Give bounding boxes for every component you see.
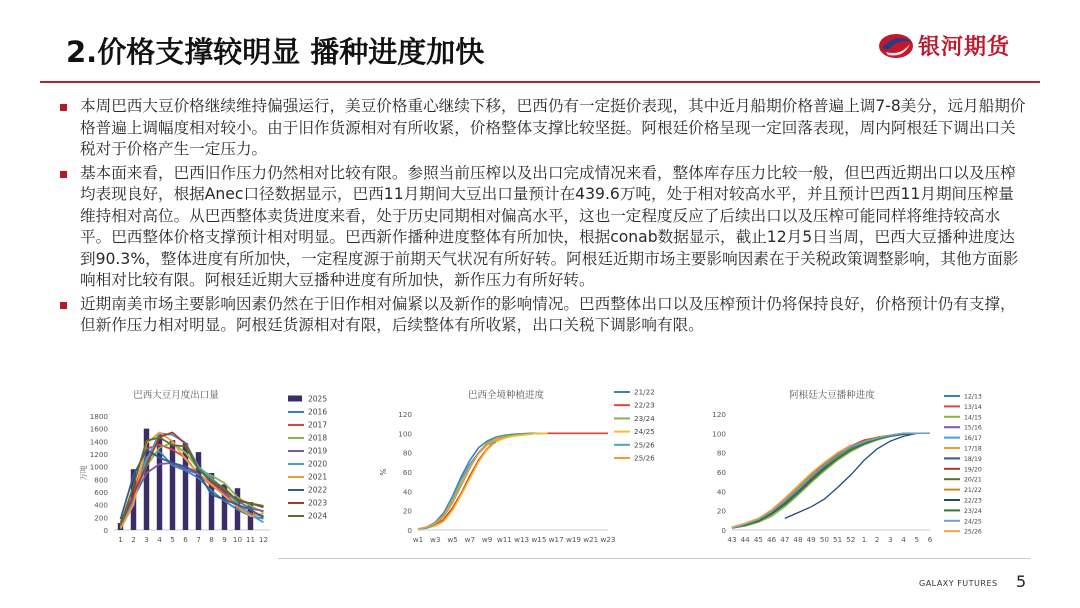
y-tick-label: 80: [402, 448, 412, 458]
x-tick-label: 8: [209, 535, 214, 544]
y-tick-label: 120: [398, 410, 412, 419]
x-tick-label: w11: [496, 535, 512, 544]
x-tick-label: 7: [196, 535, 201, 544]
chart-title: 巴西大豆月度出口量: [133, 390, 219, 401]
x-tick-label: 48: [793, 535, 803, 544]
x-tick-label: 12: [258, 535, 269, 544]
legend-label: 24/25: [964, 518, 982, 526]
y-tick-label: 100: [712, 429, 726, 439]
bar: [170, 440, 175, 530]
bullet-item: [58, 96, 1028, 161]
series-line: [732, 433, 930, 527]
x-tick-label: 5: [170, 535, 175, 544]
x-tick-label: 10: [232, 535, 243, 544]
legend-label: 12/13: [964, 393, 982, 401]
y-tick-label: 600: [94, 488, 108, 497]
y-tick-label: 0: [721, 526, 726, 535]
legend-label: 25/26: [634, 453, 655, 463]
x-tick-label: w3: [430, 535, 441, 544]
y-tick-label: 0: [407, 526, 412, 535]
x-tick-label: 49: [806, 535, 816, 544]
chart-brazil-planting-progress: [370, 380, 670, 552]
x-tick-label: 45: [753, 535, 763, 544]
legend-label: 15/16: [964, 424, 982, 432]
x-tick-label: 9: [222, 535, 227, 544]
legend-label: 2018: [308, 433, 328, 443]
x-tick-label: w17: [548, 535, 564, 544]
x-tick-label: 50: [819, 535, 829, 544]
x-tick-label: 6: [183, 535, 188, 544]
series-line: [732, 433, 930, 527]
x-tick-label: w1: [412, 535, 424, 544]
bullet-square-icon: [60, 104, 67, 111]
legend-label: 25/26: [964, 528, 982, 536]
y-tick-label: 20: [402, 506, 412, 516]
x-tick-label: 4: [901, 535, 906, 544]
legend-label: 16/17: [964, 435, 982, 443]
legend-label: 17/18: [964, 445, 982, 453]
series-line: [732, 433, 930, 527]
page-title: 2.价格支撑较明显 播种进度加快: [66, 35, 485, 69]
legend-label: 23/24: [964, 507, 982, 515]
y-tick-label: 800: [94, 475, 108, 485]
chart-title: 巴西全境种植进度: [467, 390, 545, 401]
y-tick-label: 200: [94, 513, 108, 523]
series-line: [418, 433, 608, 529]
legend-label: 21/22: [634, 387, 655, 397]
y-tick-label: 1400: [89, 437, 108, 447]
y-tick-label: 40: [716, 487, 726, 497]
legend-label: 19/20: [964, 466, 982, 474]
x-tick-label: w13: [514, 535, 530, 544]
x-tick-label: 1: [861, 535, 867, 544]
bullet-text: 本周巴西大豆价格继续维持偏强运行，美豆价格重心继续下移，巴西仍有一定挺价表现，其中近月船期价格普遍上调7-8美分，远月船期价格普遍上调幅度相对较小。由于旧作货源相对有所收紧，价格整体支撑比较坚挺。阿根廷价格呈现一定回落表现，周内阿根廷下调出口关税对于价格产生一定压力。: [80, 97, 1026, 158]
x-tick-label: 52: [846, 535, 856, 544]
legend-label: 25/26: [634, 440, 655, 450]
galaxy-logo-icon: [879, 34, 913, 58]
x-tick-label: 44: [740, 535, 750, 544]
footer-divider: [278, 558, 1030, 559]
x-tick-label: 4: [157, 535, 162, 544]
x-tick-label: w23: [600, 535, 616, 544]
x-tick-label: w5: [447, 535, 458, 544]
x-tick-label: 3: [144, 535, 149, 544]
legend-label: 2022: [308, 485, 328, 495]
series-line: [732, 433, 930, 527]
bullet-item: [58, 163, 1028, 292]
legend-label: 21/22: [964, 487, 982, 495]
x-tick-label: w15: [531, 535, 547, 544]
y-tick-label: 1600: [89, 424, 108, 434]
x-tick-label: w9: [481, 535, 493, 544]
x-tick-label: w7: [464, 535, 476, 544]
y-tick-label: 100: [398, 429, 412, 439]
x-tick-label: w21: [583, 535, 599, 544]
y-tick-label: 60: [716, 468, 726, 477]
y-tick-label: 1800: [89, 412, 108, 421]
chart-brazil-monthly-exports: [78, 380, 340, 552]
legend-label: 2016: [308, 407, 328, 417]
legend-label: 2025: [308, 394, 328, 404]
chart-title: 阿根廷大豆播种进度: [789, 390, 875, 401]
legend-swatch: [288, 396, 302, 402]
x-tick-label: 5: [914, 535, 920, 544]
legend-label: 22/23: [634, 400, 655, 410]
x-tick-label: 43: [727, 535, 737, 544]
y-tick-label: 1000: [89, 462, 108, 472]
legend-label: 22/23: [964, 497, 982, 505]
series-line: [732, 433, 930, 528]
y-tick-label: 1200: [89, 450, 108, 459]
y-tick-label: 120: [712, 410, 726, 419]
bullet-list: [58, 96, 1028, 339]
legend-label: 2021: [308, 472, 328, 482]
legend-label: 18/19: [964, 455, 982, 463]
logo-text: 银河期货: [918, 35, 1011, 60]
series-line: [418, 437, 504, 529]
x-tick-label: 46: [767, 535, 777, 544]
legend-label: 24/25: [634, 427, 655, 437]
series-line: [732, 433, 930, 528]
chart-argentina-planting-progress: [700, 380, 1000, 552]
x-tick-label: 2: [874, 535, 880, 544]
x-tick-label: 47: [780, 535, 790, 544]
y-tick-label: 20: [716, 506, 726, 516]
x-tick-label: 3: [888, 535, 893, 544]
series-line: [732, 433, 930, 528]
legend-label: 14/15: [964, 414, 982, 422]
page-number: 5: [1016, 572, 1027, 591]
y-tick-label: 40: [402, 487, 412, 497]
y-tick-label: 400: [94, 500, 108, 510]
bullet-text: 近期南美市场主要影响因素仍然在于旧作相对偏紧以及新作的影响情况。巴西整体出口以及压榨预计仍将保持良好，价格预计仍有支撑，但新作压力相对明显。阿根廷货源相对有限，后续整体有所收紧，出口关税下调影响有限。: [80, 294, 1016, 334]
series-line: [418, 433, 548, 529]
x-tick-label: 51: [833, 535, 843, 544]
legend-label: 2023: [308, 498, 328, 508]
bullet-text: 基本面来看，巴西旧作压力仍然相对比较有限。参照当前压榨以及出口完成情况来看，整体库存压力比较一般，但巴西近期出口以及压榨均表现良好，根据Anec口径数据显示，巴西11月期间大豆出口量预计在439.6万吨，处于相对较高水平，并且预计巴西11月期间压榨量维持相对高位。从巴西整体卖货进度来看，处于历史同期相对偏高水平，这也一定程度反应了后续出口以及压榨可能同样将维持较高水平。巴西整体价格支撑预计相对明显。巴西新作播种进度整体有所加快，根据conab数据显示，截止12月5日当周，巴西大豆播种进度达到90.3%，整体进度有所加快，一定程度源于前期天气状况有所好转。阿根廷近期市场主要影响因素在于关税政策调整影响，其他方面影响相对比较有限。阿根廷近期大豆播种进度有所加快，新作压力有所好转。: [80, 163, 1019, 289]
series-line: [732, 433, 930, 528]
series-line: [732, 433, 930, 528]
legend-label: 2017: [308, 420, 328, 430]
legend-label: 13/14: [964, 403, 982, 411]
bullet-square-icon: [60, 171, 67, 178]
x-tick-label: 1: [118, 535, 123, 544]
bullet-item: [58, 294, 1028, 337]
x-tick-label: 6: [927, 535, 933, 544]
legend-label: 20/21: [964, 476, 982, 484]
y-tick-label: 60: [402, 468, 412, 477]
x-tick-label: w19: [565, 535, 581, 544]
legend-label: 23/24: [634, 413, 655, 423]
header-divider: [40, 81, 1040, 83]
x-tick-label: 2: [131, 535, 136, 544]
legend-label: 2019: [308, 446, 328, 456]
legend-label: 2020: [308, 459, 328, 469]
bullet-square-icon: [60, 302, 67, 309]
footer-brand: GALAXY FUTURES: [919, 579, 998, 588]
y-axis-label: %: [379, 468, 388, 476]
series-line: [732, 433, 930, 527]
y-axis-label: 万吨: [79, 465, 88, 481]
y-tick-label: 0: [103, 526, 108, 535]
series-line: [732, 433, 930, 528]
y-tick-label: 80: [716, 448, 726, 458]
series-line: [732, 433, 930, 528]
x-tick-label: 11: [245, 535, 256, 544]
legend-label: 2024: [308, 511, 328, 521]
